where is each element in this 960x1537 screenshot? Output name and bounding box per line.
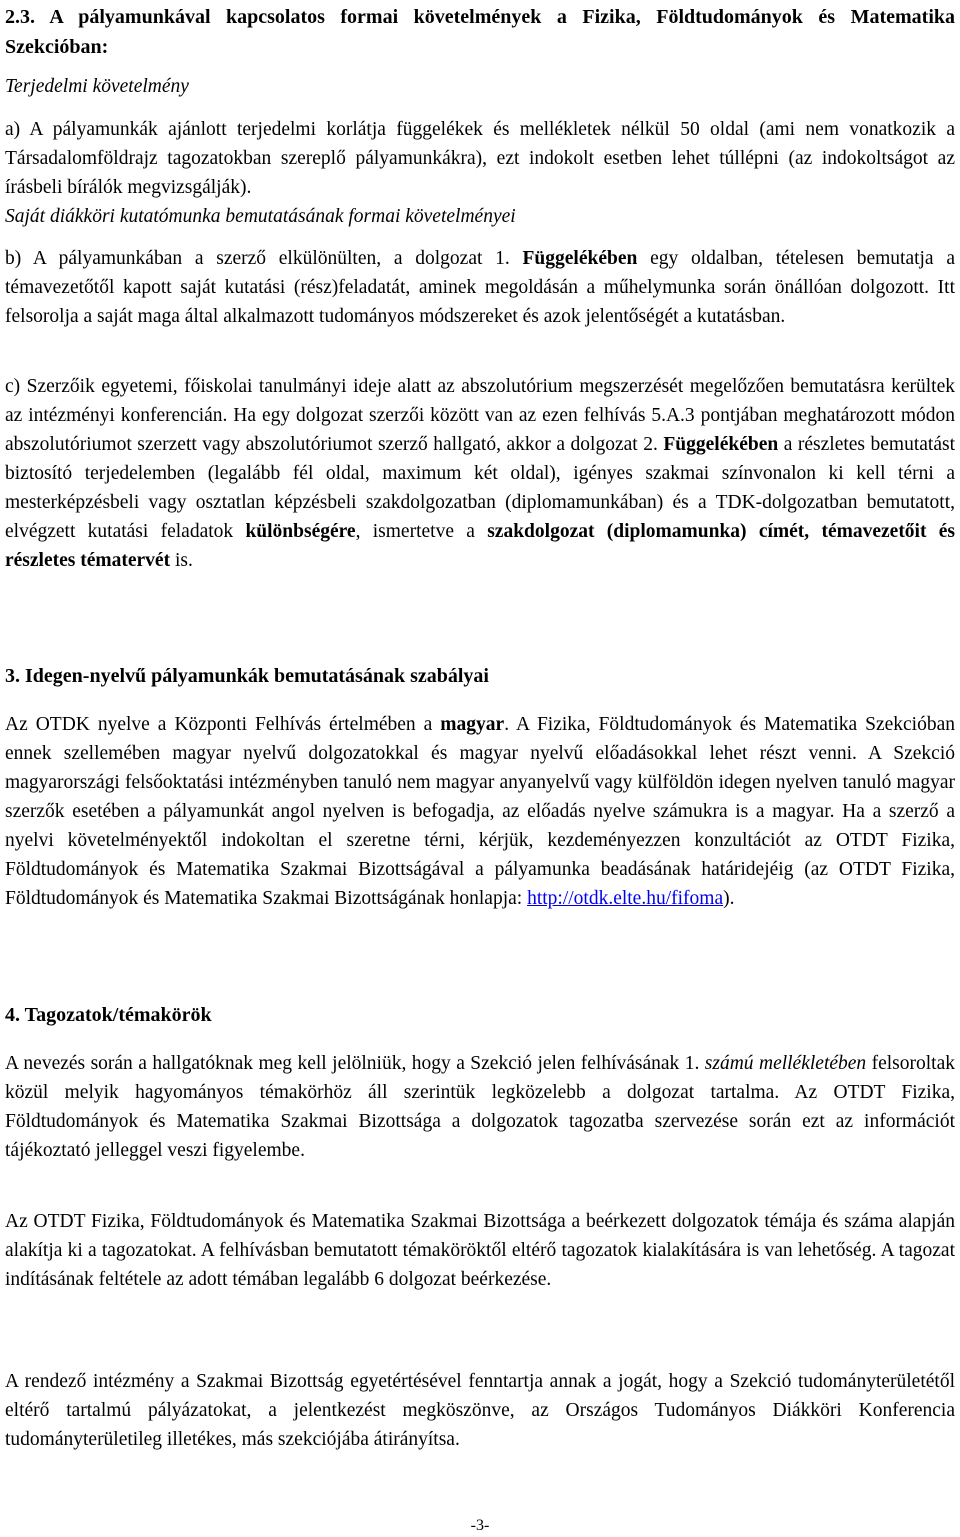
section-3-paragraph (5, 710, 955, 913)
section-3-text-2: . A Fizika, Földtudományok és Matematika Szekcióban ennek szellemében magyar nyelvű dolgozatokkal és magyar nyelvű előadásokkal lehet részt venni. A Szekció magyarországi felsőoktatási intézményben tanuló nem magyar anyanyelvű vagy külföldön idegen nyelven tanuló magyar szerzők esetében a pályamunkát angol nyelven is befogadja, az előadás nyelve számukra is a magyar. Ha a szerző a nyelvi követelményektől indokoltan el szeretne térni, kérjük, kezdeményezzen konzultációt az OTDT Fizika, Földtudományok és Matematika Szakmai Bizottságával a pályamunka beadásának határidejéig (az OTDT Fizika, Földtudományok és Matematika Szakmai Bizottságának honlapja: (5, 714, 956, 909)
section-4-p1-text-1: A nevezés során a hallgatóknak meg kell jelölniük, hogy a Szekció jelen felhívásának 1. (5, 1053, 705, 1074)
section-3-heading: 3. Idegen-nyelvű pályamunkák bemutatásának szabályai (5, 665, 489, 687)
section-4-paragraph-3: A rendező intézmény a Szakmai Bizottság egyetértésével fenntartja annak a jogát, hogy a Szekció tudományterületétől eltérő tartalmú pályázatokat, a jelentkezést megköszönve, az Országos Tudományos Diákköri Konferencia tudományterületileg illetékes, más szekciójába átirányítsa. (5, 1371, 955, 1450)
fifoma-homepage-link[interactable]: http://otdk.elte.hu/fifoma (527, 888, 724, 909)
section-4-paragraph-1 (5, 1049, 955, 1165)
page-number: -3- (470, 1517, 490, 1534)
section-3-bold-1: magyar (440, 714, 505, 735)
paragraph-b-text-2: egy oldalban, tételesen bemutatja a témavezetőtől kapott saját kutatási (rész)feladatát, aminek megoldásán a műhelymunka során önállóan dolgozott. Itt felsorolja a saját maga által alkalmazott tudományos módszereket és azok jelentőségét a kutatásban. (5, 248, 955, 327)
paragraph-c (5, 372, 955, 575)
section-3-text-3: ). (723, 888, 735, 909)
section-2-3-heading: 2.3. A pályamunkával kapcsolatos formai követelmények a Fizika, Földtudományok és Matematika Szekcióban: (5, 6, 955, 58)
subheading-extent-requirement: Terjedelmi követelmény (5, 76, 189, 97)
paragraph-c-bold-3: szakdolgozat (diplomamunka) címét, témavezetőit és részletes tématervét (5, 521, 955, 571)
paragraph-c-text-4: is. (170, 550, 193, 571)
paragraph-a: a) A pályamunkák ajánlott terjedelmi korlátja függelékek és mellékletek nélkül 50 oldal (ami nem vonatkozik a Társadalomföldrajz tagozatokban szereplő pályamunkákra), ezt indokolt esetben lehet túllépni (az indokoltságot az írásbeli bírálók megvizsgálják). (5, 119, 955, 198)
section-4-paragraph-2: Az OTDT Fizika, Földtudományok és Matematika Szakmai Bizottsága a beérkezett dolgozatok témája és száma alapján alakítja ki a tagozatokat. A felhívásban bemutatott témaköröktől eltérő tagozatok kialakítására is van lehetőség. A tagozat indításának feltétele az adott témában legalább 6 dolgozat beérkezése. (5, 1211, 955, 1290)
paragraph-b-bold-1: Függelékében (522, 248, 638, 269)
section-4-heading: 4. Tagozatok/témakörök (5, 1004, 212, 1026)
paragraph-c-text-2: a részletes bemutatást biztosító terjedelemben (legalább fél oldal, maximum két oldal), igényes szakmai színvonalon ki kell térni a mesterképzésbeli vagy osztatlan képzésbeli szakdolgozatban (diplomamunkában) és a TDK-dolgozatban bemutatott, elvégzett kutatási feladatok (5, 434, 955, 542)
paragraph-c-bold-1: Függelékében (663, 434, 779, 455)
paragraph-c-text-1: c) Szerzőik egyetemi, főiskolai tanulmányi ideje alatt az abszolutórium megszerzését megelőzően bemutatásra kerültek az intézményi konferencián. Ha egy dolgozat szerzői között van az ezen felhívás 5.A.3 pontjában meghatározott módon abszolutóriumot szerzett vagy abszolutóriumot szerző hallgató, akkor a dolgozat 2. (5, 376, 955, 455)
paragraph-b-text-1: b) A pályamunkában a szerző elkülönülten, a dolgozat 1. (5, 248, 523, 269)
section-4-p1-italic-1: számú mellékletében (704, 1053, 867, 1074)
section-3-text-1: Az OTDK nyelve a Központi Felhívás értelmében a (5, 714, 441, 735)
paragraph-c-text-3: , ismertetve a (355, 521, 488, 542)
paragraph-b (5, 244, 955, 331)
subheading-own-research: Saját diákköri kutatómunka bemutatásának formai követelményei (5, 206, 516, 227)
section-4-p1-text-2: felsoroltak közül melyik hagyományos témakörhöz áll szerintük legközelebb a dolgozat tartalma. Az OTDT Fizika, Földtudományok és Matematika Szakmai Bizottsága a dolgozatok tagozatba szervezése során ezt az információt tájékoztató jelleggel veszi figyelembe. (5, 1053, 955, 1161)
paragraph-c-bold-2: különbségére (245, 521, 356, 542)
